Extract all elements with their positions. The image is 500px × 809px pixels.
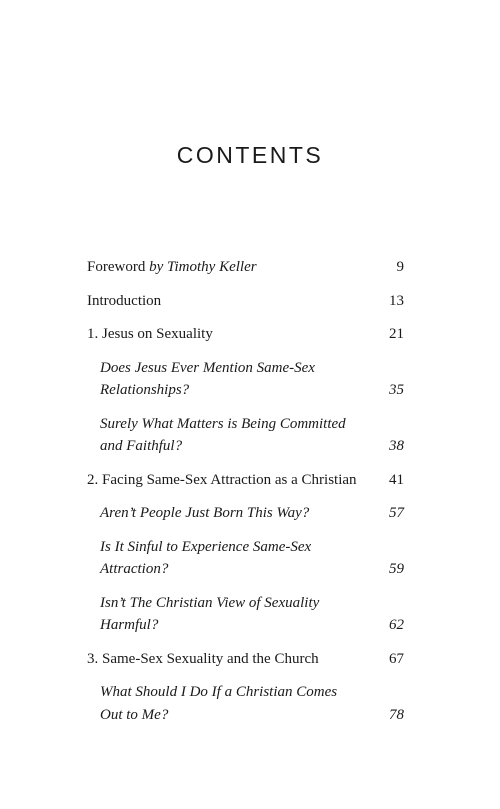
toc-entry-line: What Should I Do If a Christian Comes (100, 684, 338, 700)
toc-entry-question[interactable] (87, 536, 404, 581)
toc-entry-question[interactable] (87, 592, 404, 637)
toc-entry-label (100, 413, 404, 458)
foreword-author: by Timothy Keller (149, 259, 257, 275)
toc-entry-question[interactable] (87, 413, 404, 458)
toc-page-number: 13 (389, 292, 404, 309)
toc-entry-question[interactable] (87, 502, 404, 525)
toc-entry-question[interactable] (87, 681, 404, 726)
toc-page-number: 35 (389, 382, 404, 398)
toc-entry-foreword[interactable] (87, 256, 404, 279)
toc-page-number: 38 (389, 438, 404, 454)
toc-page-number: 41 (389, 471, 404, 488)
toc-entry-line: and Faithful? (100, 438, 183, 454)
toc-entry-question[interactable] (87, 357, 404, 402)
toc-page-number: 78 (389, 706, 404, 723)
table-of-contents (87, 256, 404, 726)
toc-entry-label: 2. Facing Same-Sex Attraction as a Christian (87, 471, 357, 488)
toc-entry-label: Introduction (87, 292, 162, 309)
toc-entry-introduction[interactable] (87, 290, 404, 313)
contents-heading: CONTENTS (176, 142, 324, 168)
toc-entry-line: Does Jesus Ever Mention Same-Sex (100, 359, 315, 376)
toc-page-number: 21 (389, 326, 404, 342)
toc-page-number: 59 (389, 561, 404, 577)
foreword-word: Foreword (87, 259, 150, 275)
toc-entry-line: Out to Me? (100, 706, 169, 723)
toc-entry-chapter-3[interactable] (87, 648, 404, 671)
toc-entry-label (87, 256, 404, 279)
toc-entry-label: Aren’t People Just Born This Way? (100, 505, 310, 521)
toc-page-number: 57 (389, 505, 404, 521)
toc-entry-label: Isn’t The Christian View of Sexuality Harmful? (100, 594, 320, 633)
toc-entry-chapter-1[interactable] (87, 323, 404, 346)
toc-entry-label: Is It Sinful to Experience Same-Sex Attraction? (100, 538, 312, 577)
toc-entry-label: 1. Jesus on Sexuality (87, 326, 213, 342)
toc-page-number: 62 (389, 617, 404, 633)
toc-entry-label (100, 681, 404, 726)
toc-page-number: 9 (396, 259, 404, 275)
toc-page-number: 67 (389, 650, 404, 667)
toc-entry-label: 3. Same-Sex Sexuality and the Church (87, 650, 319, 667)
toc-entry-chapter-2[interactable] (87, 469, 404, 492)
toc-entry-label (100, 357, 404, 402)
toc-entry-line: Surely What Matters is Being Committed (100, 415, 346, 432)
toc-entry-line: Relationships? (100, 382, 190, 398)
